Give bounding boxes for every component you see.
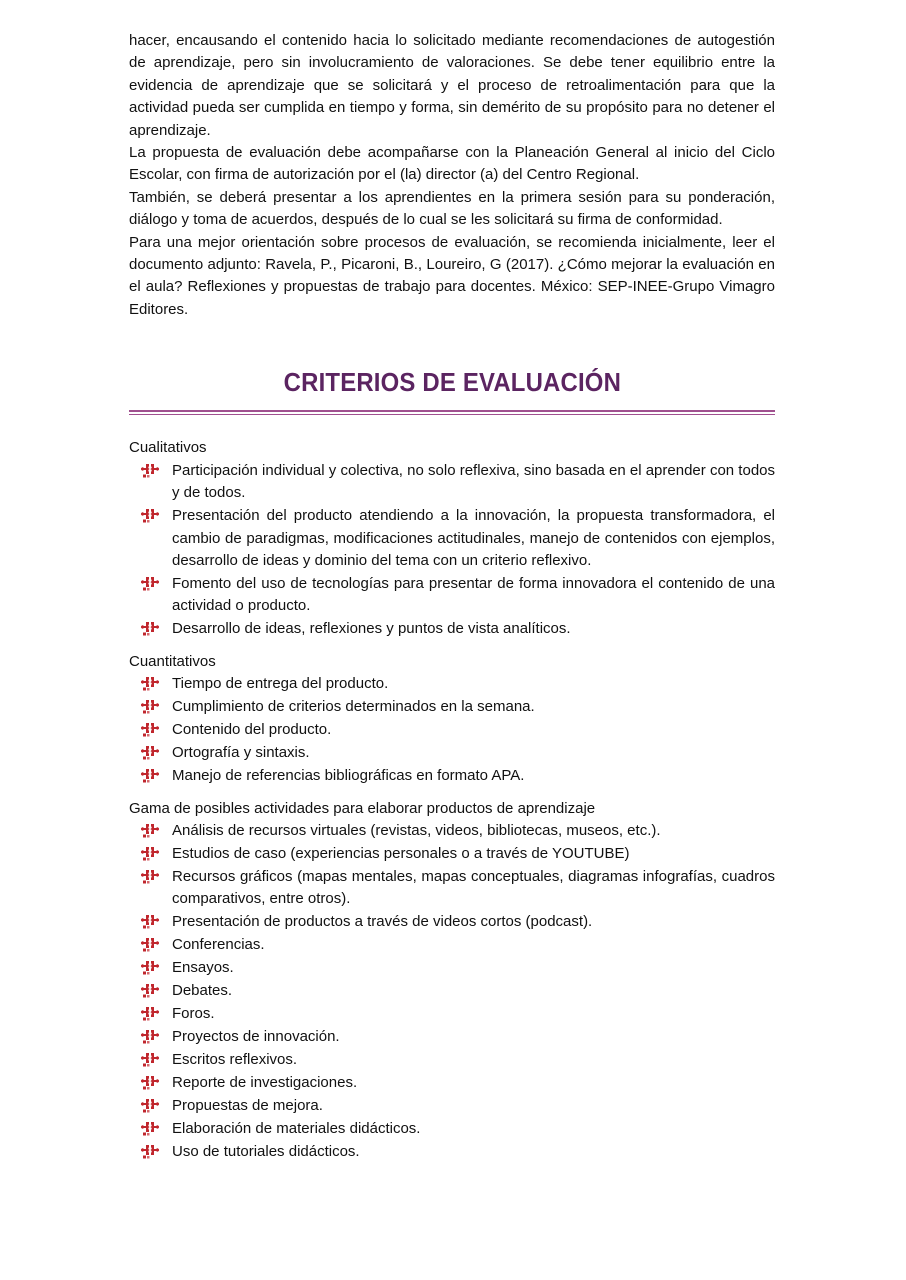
- list-item-text: Conferencias.: [172, 936, 265, 954]
- intro-paragraph: Para una mejor orientación sobre procesos de evaluación, se recomienda inicialmente, leer el documento adjunto: Ravela, P., Picaroni, B., Loureiro, G (2017). ¿Cómo mejorar la evaluación en el aula? Reflexiones y propuestas de trabajo para docentes. México: SEP-INEE-Grupo Vimagro Editores.: [129, 233, 775, 318]
- puzzle-bullet-icon: [141, 1029, 159, 1045]
- criteria-section: [129, 437, 775, 640]
- heading-divider-thin: [129, 414, 775, 415]
- intro-paragraph: hacer, encausando el contenido hacia lo solicitado mediante recomendaciones de autogestión de aprendizaje, pero sin involucramiento de valoraciones. Se debe tener equilibrio entre la evidencia de aprendizaje que se solicitará y el proceso de retroalimentación para que la actividad pueda ser cumplida en tiempo y forma, sin demérito de su propósito para no detener el aprendizaje.: [129, 32, 775, 139]
- list-item-text: Debates.: [172, 982, 233, 1000]
- puzzle-bullet-icon: [141, 983, 159, 999]
- list-item-text: Participación individual y colectiva, no solo reflexiva, sino basada en el aprender con todos y de todos.: [172, 461, 775, 502]
- list-item: [129, 934, 775, 956]
- list-item: [129, 911, 775, 933]
- list-item: [129, 957, 775, 979]
- section-label: Cualitativos: [129, 439, 207, 457]
- puzzle-bullet-icon: [141, 621, 159, 637]
- list-item: [129, 980, 775, 1002]
- puzzle-bullet-icon: [141, 846, 159, 862]
- puzzle-bullet-icon: [141, 937, 159, 953]
- list-item-text: Reporte de investigaciones.: [172, 1074, 358, 1092]
- list-item-text: Tiempo de entrega del producto.: [172, 675, 389, 693]
- criteria-section: [129, 798, 775, 1164]
- list-item-text: Presentación del producto atendiendo a la innovación, la propuesta transformadora, el cambio de paradigmas, modificaciones actitudinales, manejo de contenidos con ejemplos, desarrollo de ideas y dominio del tema con un criterio reflexivo.: [172, 507, 775, 569]
- list-item: [129, 696, 775, 718]
- list-item-text: Desarrollo de ideas, reflexiones y puntos de vista analíticos.: [172, 620, 571, 638]
- bullet-list: [129, 460, 775, 641]
- list-item-text: Elaboración de materiales didácticos.: [172, 1120, 421, 1138]
- list-item: [129, 505, 775, 572]
- list-item: [129, 618, 775, 640]
- heading-block: [129, 365, 775, 399]
- list-item: [129, 719, 775, 741]
- list-item-text: Análisis de recursos virtuales (revistas, videos, bibliotecas, museos, etc.).: [172, 821, 661, 839]
- puzzle-bullet-icon: [141, 722, 159, 738]
- intro-paragraph: También, se deberá presentar a los aprendientes en la primera sesión para su ponderación, diálogo y toma de acuerdos, después de lo cual se les solicitará su firma de conformidad.: [129, 188, 775, 229]
- list-item: [129, 843, 775, 865]
- list-item: [129, 460, 775, 505]
- criteria-sections: [129, 437, 775, 1163]
- puzzle-bullet-icon: [141, 1144, 159, 1160]
- list-item: [129, 820, 775, 842]
- list-item-text: Foros.: [172, 1005, 215, 1023]
- puzzle-bullet-icon: [141, 576, 159, 592]
- list-item: [129, 765, 775, 787]
- section-heading: CRITERIOS DE EVALUACIÓN: [283, 367, 621, 398]
- puzzle-bullet-icon: [141, 1098, 159, 1114]
- list-item: [129, 1095, 775, 1117]
- list-item-text: Estudios de caso (experiencias personales o a través de YOUTUBE): [172, 844, 630, 862]
- intro-block: [129, 30, 775, 321]
- list-item-text: Proyectos de innovación.: [172, 1028, 340, 1046]
- list-item: [129, 573, 775, 618]
- list-item: [129, 1026, 775, 1048]
- heading-divider: [129, 410, 775, 412]
- puzzle-bullet-icon: [141, 1006, 159, 1022]
- list-item: [129, 673, 775, 695]
- list-item: [129, 1072, 775, 1094]
- puzzle-bullet-icon: [141, 1052, 159, 1068]
- list-item: [129, 1141, 775, 1163]
- list-item-text: Uso de tutoriales didácticos.: [172, 1143, 360, 1161]
- puzzle-bullet-icon: [141, 699, 159, 715]
- list-item-text: Contenido del producto.: [172, 721, 332, 739]
- puzzle-bullet-icon: [141, 768, 159, 784]
- puzzle-bullet-icon: [141, 463, 159, 479]
- list-item-text: Recursos gráficos (mapas mentales, mapas conceptuales, diagramas infografías, cuadros comparativos, entre otros).: [172, 867, 775, 908]
- bullet-list: [129, 820, 775, 1164]
- intro-paragraph: La propuesta de evaluación debe acompañarse con la Planeación General al inicio del Ciclo Escolar, con firma de autorización por el (la) director (a) del Centro Regional.: [129, 144, 775, 184]
- section-label: Cuantitativos: [129, 652, 216, 670]
- list-item-text: Presentación de productos a través de videos cortos (podcast).: [172, 913, 593, 931]
- list-item: [129, 742, 775, 764]
- puzzle-bullet-icon: [141, 1121, 159, 1137]
- puzzle-bullet-icon: [141, 508, 159, 524]
- criteria-section: [129, 651, 775, 788]
- list-item-text: Cumplimiento de criterios determinados en la semana.: [172, 698, 535, 716]
- list-item-text: Escritos reflexivos.: [172, 1051, 298, 1069]
- list-item: [129, 1049, 775, 1071]
- puzzle-bullet-icon: [141, 960, 159, 976]
- list-item: [129, 1118, 775, 1140]
- bullet-list: [129, 673, 775, 787]
- list-item-text: Fomento del uso de tecnologías para presentar de forma innovadora el contenido de una actividad o producto.: [172, 574, 775, 615]
- puzzle-bullet-icon: [141, 869, 159, 885]
- puzzle-bullet-icon: [141, 1075, 159, 1091]
- list-item-text: Ensayos.: [172, 959, 234, 977]
- list-item-text: Ortografía y sintaxis.: [172, 744, 310, 762]
- puzzle-bullet-icon: [141, 823, 159, 839]
- puzzle-bullet-icon: [141, 745, 159, 761]
- document-page: [129, 30, 775, 1164]
- section-label: Gama de posibles actividades para elaborar productos de aprendizaje: [129, 799, 596, 817]
- list-item-text: Propuestas de mejora.: [172, 1097, 323, 1115]
- list-item: [129, 1003, 775, 1025]
- puzzle-bullet-icon: [141, 914, 159, 930]
- puzzle-bullet-icon: [141, 676, 159, 692]
- list-item: [129, 866, 775, 911]
- list-item-text: Manejo de referencias bibliográficas en formato APA.: [172, 767, 525, 785]
